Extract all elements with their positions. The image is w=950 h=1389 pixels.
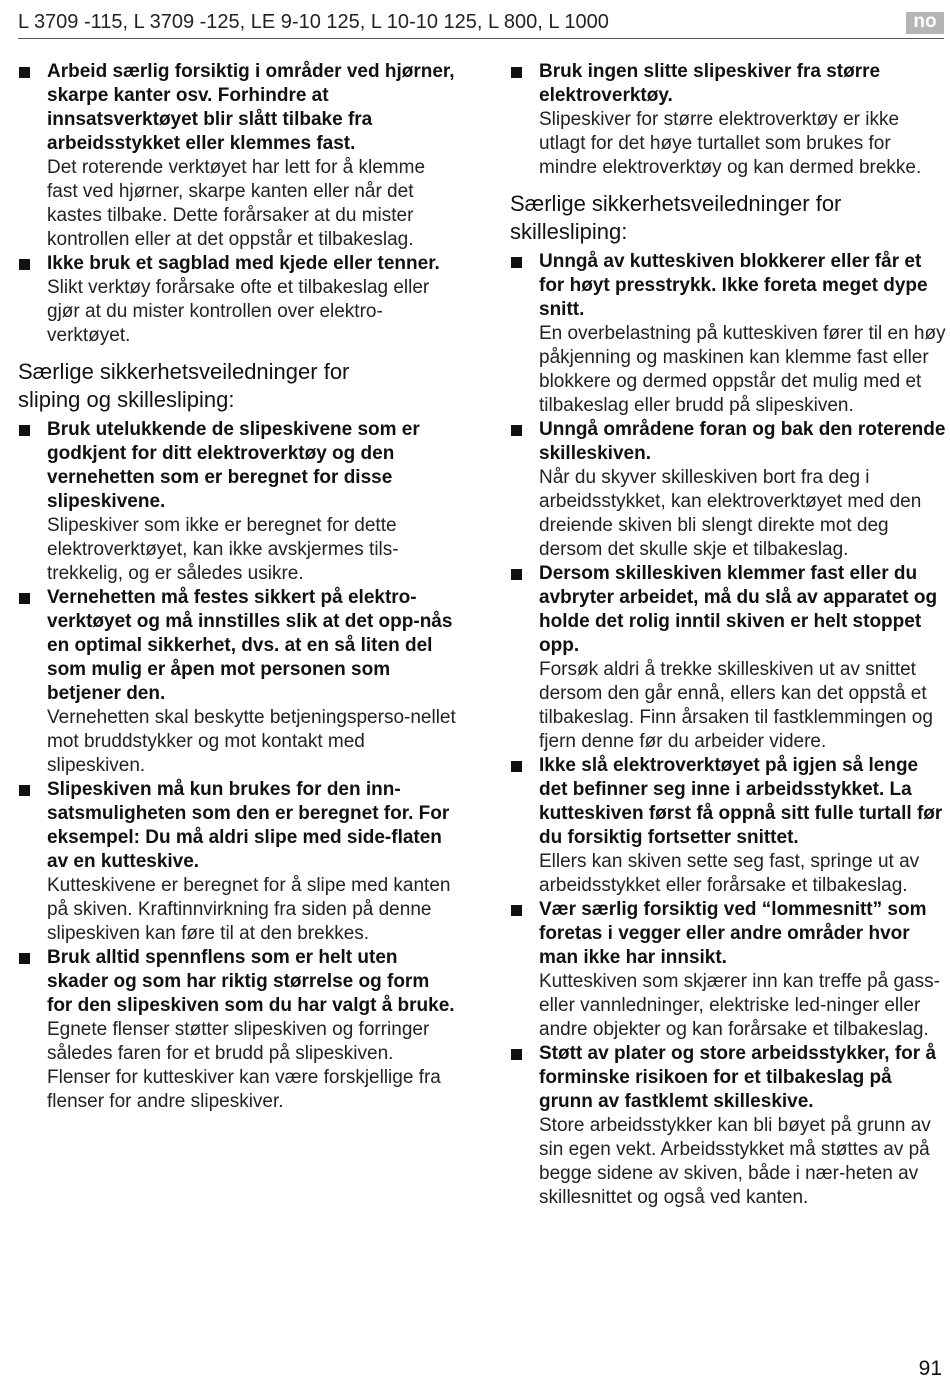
safety-item-instruction: Slipeskiven må kun brukes for den inn-satsmuligheten som den er beregnet for. For eksempel: Du må aldri slipe med side-flaten av en kutteskive. xyxy=(47,779,450,872)
safety-item-instruction: Ikke slå elektroverktøyet på igjen så lenge det befinner seg inne i arbeidsstykket. La kutteskiven først få oppnå sitt fulle turtall før du forsiktig fortsetter snittet. xyxy=(539,755,943,848)
safety-item-explanation: Egnete flenser støtter slipeskiven og forringer således faren for et brudd på slipeskiven. Flenser for kutteskiver kan være forskjellige fra flenser for andre slipeskiver. xyxy=(47,1019,441,1112)
safety-item-explanation: Det roterende verktøyet har lett for å klemme fast ved hjørner, skarpe kanten eller når det kastes tilbake. Dette forårsaker at du mister kontrollen eller at det oppstår et tilbakeslag. xyxy=(47,157,426,250)
safety-item-instruction: Unngå av kutteskiven blokkerer eller får et for høyt presstrykk. Ikke foreta meget dype snitt. xyxy=(539,251,928,320)
safety-item xyxy=(18,586,458,778)
safety-item xyxy=(18,418,458,586)
safety-item-explanation: Slipeskiver for større elektroverktøy er ikke utlagt for det høye turtallet som brukes for mindre elektroverktøy og kan dermed brekke. xyxy=(539,109,922,178)
safety-item-instruction: Bruk alltid spennflens som er helt uten skader og som har riktig størrelse og form for den slipeskiven som du har valgt å bruke. xyxy=(47,947,455,1016)
square-bullet-icon xyxy=(19,593,30,604)
safety-item-instruction: Unngå områdene foran og bak den roterende skilleskiven. xyxy=(539,419,946,464)
square-bullet-icon xyxy=(511,761,522,772)
safety-item-explanation: Forsøk aldri å trekke skilleskiven ut av snittet dersom den går ennå, ellers kan det oppstå et tilbakeslag. Finn årsaken til fastklemmingen og fjern denne før du arbeider videre. xyxy=(539,659,933,752)
safety-item xyxy=(510,250,946,418)
square-bullet-icon xyxy=(19,259,30,270)
section-heading-skillesliping: Særlige sikkerhetsveiledninger for skillesliping: xyxy=(510,191,842,244)
safety-item-explanation: En overbelastning på kutteskiven fører til en høy påkjenning og maskinen kan klemme fast eller blokkere og dermed oppstår det mulig med et tilbakeslag eller brudd på slipeskiven. xyxy=(539,323,946,416)
safety-item-explanation: Slipeskiver som ikke er beregnet for dette elektroverktøyet, kan ikke avskjermes tils-trekkelig, og er således usikre. xyxy=(47,515,399,584)
square-bullet-icon xyxy=(511,257,522,268)
safety-item xyxy=(18,60,458,252)
safety-item xyxy=(18,778,458,946)
section-heading-sliping: Særlige sikkerhetsveiledninger for sliping og skillesliping: xyxy=(18,359,350,412)
safety-item xyxy=(510,898,946,1042)
safety-item-explanation: Vernehetten skal beskytte betjeningsperso-nellet mot bruddstykker og mot kontakt med slipeskiven. xyxy=(47,707,456,776)
square-bullet-icon xyxy=(511,1049,522,1060)
square-bullet-icon xyxy=(511,425,522,436)
safety-item-instruction: Vernehetten må festes sikkert på elektro-verktøyet og må innstilles slik at det opp-nås en optimal sikkerhet, dvs. at en så liten del som mulig er åpen mot personen som betjener den. xyxy=(47,587,453,704)
left-column xyxy=(18,60,458,1114)
page-header xyxy=(18,8,944,39)
safety-item-instruction: Ikke bruk et sagblad med kjede eller tenner. xyxy=(47,253,440,274)
language-badge: no xyxy=(906,12,944,34)
safety-item-instruction: Vær særlig forsiktig ved “lommesnitt” som foretas i vegger eller andre områder hvor man ikke har innsikt. xyxy=(539,899,927,968)
left-item-list-2 xyxy=(18,418,458,1114)
safety-item-explanation: Når du skyver skilleskiven bort fra deg i arbeidsstykket, kan elektroverktøyet med den dreiende skiven bli slengt direkte mot deg dersom det skulle skje et tilbakeslag. xyxy=(539,467,922,560)
safety-item-instruction: Bruk ingen slitte slipeskiver fra større elektroverktøy. xyxy=(539,61,881,106)
square-bullet-icon xyxy=(19,425,30,436)
square-bullet-icon xyxy=(511,569,522,580)
safety-item-instruction: Dersom skilleskiven klemmer fast eller du avbryter arbeidet, må du slå av apparatet og holde det rolig inntil skiven er helt stoppet opp. xyxy=(539,563,938,656)
left-item-list-1 xyxy=(18,60,458,348)
right-item-list-1 xyxy=(510,60,946,180)
safety-item xyxy=(510,562,946,754)
right-column xyxy=(510,60,946,1210)
safety-item xyxy=(510,418,946,562)
safety-item xyxy=(510,1042,946,1210)
page-number: 91 xyxy=(918,1357,942,1380)
safety-item xyxy=(510,60,946,180)
safety-item-instruction: Bruk utelukkende de slipeskivene som er godkjent for ditt elektroverktøy og den vernehetten som er beregnet for disse slipeskivene. xyxy=(47,419,420,512)
safety-item-instruction: Støtt av plater og store arbeidsstykker, for å forminske risikoen for et tilbakeslag på grunn av fastklemt skilleskive. xyxy=(539,1043,937,1112)
square-bullet-icon xyxy=(19,785,30,796)
safety-item-explanation: Store arbeidsstykker kan bli bøyet på grunn av sin egen vekt. Arbeidsstykket må støttes av på begge sidene av skiven, både i nær-heten av skillesnittet og også ved kanten. xyxy=(539,1115,931,1208)
model-list-title: L 3709 -115, L 3709 -125, LE 9-10 125, L 10-10 125, L 800, L 1000 xyxy=(18,11,609,33)
safety-item-explanation: Slikt verktøy forårsake ofte et tilbakeslag eller gjør at du mister kontrollen over elektro-verktøyet. xyxy=(47,277,430,346)
square-bullet-icon xyxy=(19,67,30,78)
square-bullet-icon xyxy=(511,905,522,916)
safety-item-explanation: Kutteskiven som skjærer inn kan treffe på gass- eller vannledninger, elektriske led-ninger eller andre objekter og kan forårsake et tilbakeslag. xyxy=(539,971,940,1040)
square-bullet-icon xyxy=(19,953,30,964)
safety-item xyxy=(18,252,458,348)
safety-item-explanation: Kutteskivene er beregnet for å slipe med kanten på skiven. Kraftinnvirkning fra siden på denne slipeskiven kan føre til at den brekkes. xyxy=(47,875,451,944)
safety-item xyxy=(18,946,458,1114)
right-item-list-2 xyxy=(510,250,946,1210)
safety-item-explanation: Ellers kan skiven sette seg fast, springe ut av arbeidsstykket eller forårsake et tilbakeslag. xyxy=(539,851,920,896)
safety-item-instruction: Arbeid særlig forsiktig i områder ved hjørner, skarpe kanter osv. Forhindre at innsatsverktøyet blir slått tilbake fra arbeidsstykket eller klemmes fast. xyxy=(47,61,455,154)
safety-item xyxy=(510,754,946,898)
square-bullet-icon xyxy=(511,67,522,78)
